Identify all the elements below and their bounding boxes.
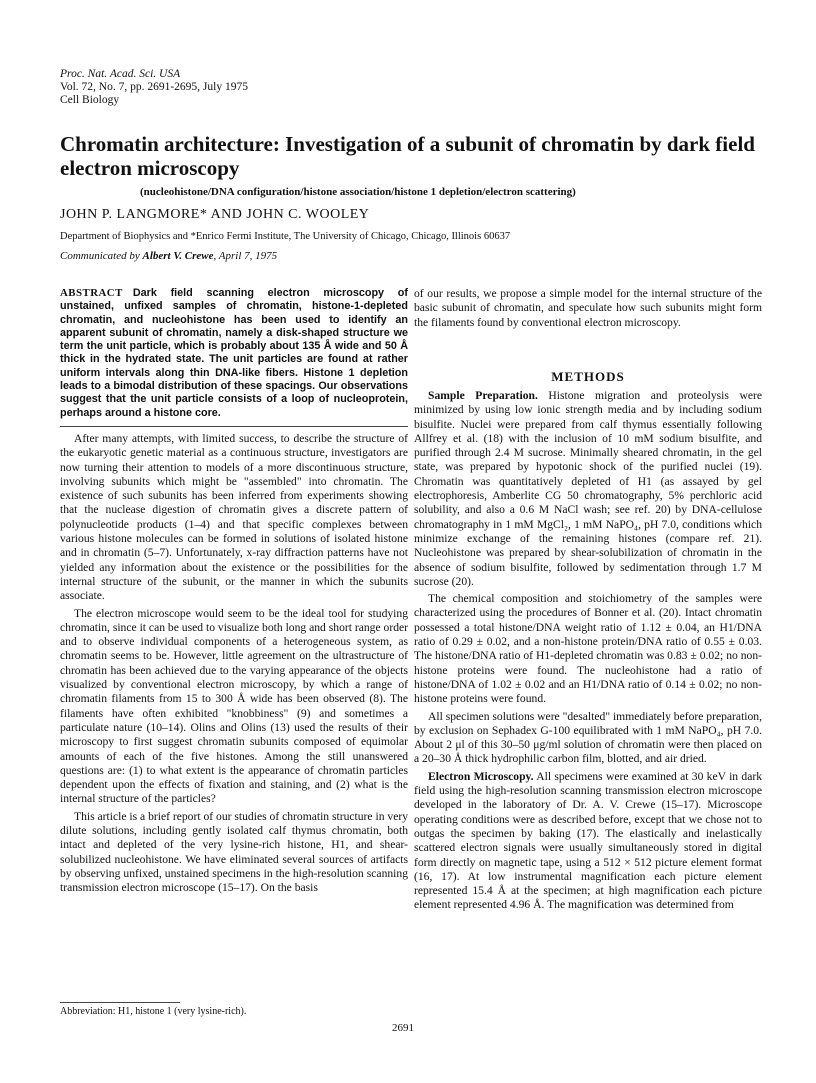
communicated-by — [60, 250, 277, 262]
page-number: 2691 — [392, 1022, 414, 1034]
abstract — [60, 287, 408, 420]
journal-volume: Vol. 72, No. 7, pp. 2691-2695, July 1975 — [60, 81, 248, 93]
methods-heading: METHODS — [551, 369, 625, 384]
abstract-lead: ABSTRACT — [60, 287, 123, 299]
intro-paragraph: This article is a brief report of our studies of chromatin structure in very dilute solutions, including gently isolated calf thymus chromatin, both intact and depleted of the very lysine-rich histone, H1, and shear-solubilized nucleohistone. We have eliminated several sources of artifacts by observing unfixed, unstained specimens in the high-resolution scanning transmission electron microscope (15–17). On the basis — [60, 809, 408, 895]
journal-header — [60, 68, 248, 107]
methods-paragraph-desalted: All specimen solutions were "desalted" immediately before preparation, by exclusion on Sephadex G-100 equilibrated with 1 mM NaPO₄, pH 7.0. About 2 μl of this 30–50 μg/ml solution of chromatin were then placed on a 20–30 Å thick hydrophilic carbon film, blotted, and air dried. — [414, 709, 762, 766]
methods-column — [414, 389, 762, 913]
sample-prep-text: Histone migration and proteolysis were minimized by using low ionic strength media and by including sodium bisulfite. Nuclei were prepared from calf thymus essentially following Allfrey et al. (18) with the inclusion of 10 mM sodium bisulfite, and purified through 2.4 M sucrose. Minimally sheared chromatin, in the gel state, was prepared by hypotonic shock of the purified nuclei (19). Chromatin was quantitatively depleted of H1 (as assayed by gel electrophoresis, Amberlite CG 50 chromatography, 5% perchloric acid solubility, and also a 0.6 M NaCl wash; see ref. 20) by DNA-cellulose chromatography in 1 mM MgCl₂, 1 mM NaPO₄, pH 7.0, conditions which minimize exchange of the remaining histones (compare ref. 21). Nucleohistone was prepared by shear-solubilization of chromatin in the absence of sodium bisulfite, followed by sedimentation through 1.7 M sucrose (20). — [414, 389, 762, 588]
footnote: Abbreviation: H1, histone 1 (very lysine-rich). — [60, 1006, 247, 1017]
intro-continuation: of our results, we propose a simple model for the internal structure of the basic subunit of chromatin, and speculate how such subunits might form the filaments found by conventional electron microscopy. — [414, 287, 762, 329]
keywords: (nucleohistone/DNA configuration/histone association/histone 1 depletion/electron scattering) — [140, 186, 576, 198]
abstract-text: Dark field scanning electron microscopy of unstained, unfixed samples of chromatin, histone-1-depleted chromatin, and nucleohistone has been used to identify an apparent subunit of chromatin, namely a disk-shaped structure we term the unit particle, which is probably about 135 Å wide and 50 Å thick in the hydrated state. The unit particles are found at rather uniform intervals along thin DNA-like fibers. Histone 1 depletion leads to a bimodal distribution of these spacings. Our observations suggest that the unit particle consists of a loop of nucleoprotein, perhaps around a histone core. — [60, 287, 408, 419]
footnote-rule — [60, 1002, 180, 1003]
em-text: All specimens were examined at 30 keV in dark field using the high-resolution scanning transmission electron microscope developed in the laboratory of Dr. A. V. Crewe (15–17). Microscope operating conditions were as described before, except that we chose not to outgas the specimen by baking (17). The elastically and inelastically scattered electron signals were usually simultaneously stored in digital form directly on magnetic tape, using a 512 × 512 picture element format (16, 17). At low instrumental magnification each picture element represented 15.4 Å at the specimen; at high magnification each picture element represented 4.96 Å. The magnification was determined from — [414, 769, 762, 912]
methods-paragraph-em — [414, 770, 762, 913]
journal-name: Proc. Nat. Acad. Sci. USA — [60, 68, 181, 80]
authors: JOHN P. LANGMORE* AND JOHN C. WOOLEY — [60, 207, 370, 222]
affiliation: Department of Biophysics and *Enrico Fermi Institute, The University of Chicago, Chicago, Illinois 60637 — [60, 231, 511, 242]
methods-paragraph-composition: The chemical composition and stoichiometry of the samples were characterized using the procedures of Bonner et al. (20). Intact chromatin possessed a total histone/DNA weight ratio of 1.12 ± 0.04, an H1/DNA ratio of 0.29 ± 0.02, and a non-histone protein/DNA ratio of 0.55 ± 0.03. The histone/DNA ratio of H1-depleted chromatin was 0.83 ± 0.02; no non-histone proteins were found. The nucleohistone had a ratio of histone/DNA of 1.02 ± 0.02 and an H1/DNA ratio of 0.14 ± 0.02; no non-histone proteins were found. — [414, 592, 762, 706]
right-column-intro — [414, 287, 762, 330]
communicated-person: Albert V. Crewe — [142, 250, 214, 262]
intro-column — [60, 432, 408, 896]
abstract-rule — [60, 426, 408, 427]
communicated-prefix: Communicated by — [60, 250, 140, 262]
sample-prep-heading: Sample Preparation. — [428, 389, 538, 402]
em-heading: Electron Microscopy. — [428, 769, 534, 783]
paper-title: Chromatin architecture: Investigation of a subunit of chromatin by dark field electron microscopy — [60, 132, 755, 180]
methods-paragraph-sample — [414, 389, 762, 589]
intro-paragraph: The electron microscope would seem to be the ideal tool for studying chromatin, since it can be used to visualize both long and short range order and to observe individual components of a heterogeneous system, as chromatin seems to be. However, little agreement on the ultrastructure of chromatin has been achieved due to the varying appearance of the objects visualized by conventional electron microscopy, by which a range of chromatin filaments from 15 to 300 Å wide has been observed (8). The filaments have often exhibited "knobbiness" (9) and sometimes a particulate nature (10–14). Olins and Olins (13) used the results of their microscopy to first suggest chromatin subunits composed of equimolar amounts of each of the five histones. Among the still unanswered questions are: (1) to what extent is the appearance of chromatin particles dependent upon the effects of fixation and staining, and (2) what is the internal structure of the particles? — [60, 606, 408, 806]
intro-paragraph: After many attempts, with limited success, to describe the structure of the eukaryotic genetic material as a continuous structure, investigators are now turning their attention to models of a more discontinuous structure, involving subunits which might be "assembled" into chromatin. The existence of such subunits has been inferred from experiments showing that the nuclease digestion of chromatin gives a discrete pattern of polynucleotide products (1–4) and that specific complexes between various histone molecules can be formed in solutions of isolated histone and in chromatin (5–7). Unfortunately, x-ray diffraction patterns have not yielded any information about the existence or the possibilities for the internal structure of the subunit, or the manner in which the subunits associate. — [60, 432, 408, 603]
journal-section: Cell Biology — [60, 94, 120, 106]
communicated-date: , April 7, 1975 — [213, 250, 278, 262]
